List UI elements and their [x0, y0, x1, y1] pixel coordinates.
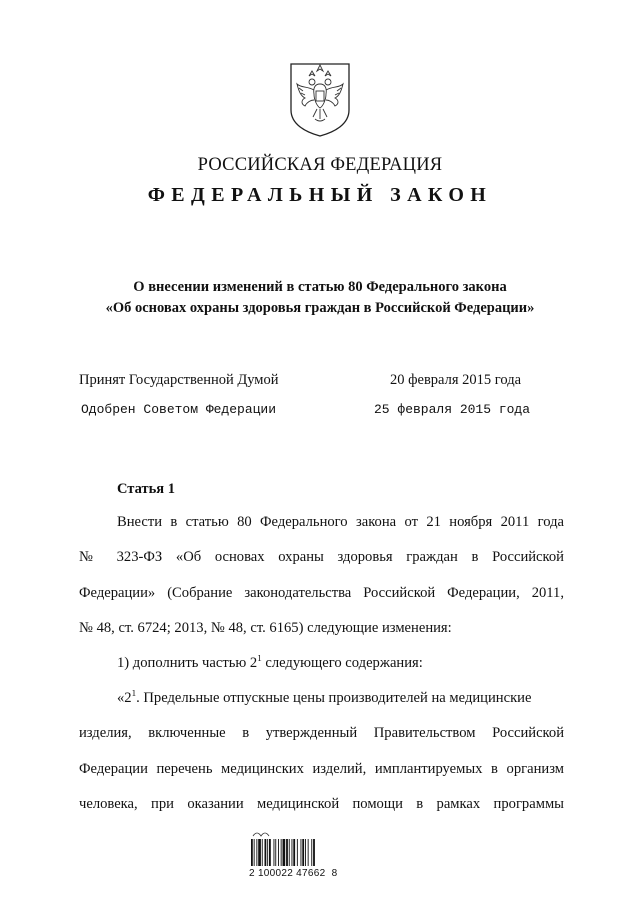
quoted-text-line: человека, при оказании медицинской помощи в рамках программы [79, 796, 564, 812]
barcode-logo-mark [251, 828, 271, 838]
law-title-line-1: О внесении изменений в статью 80 Федерального закона [133, 279, 507, 295]
superscript: 1 [131, 690, 137, 698]
barcode-number: 2 100022 47662 8 [249, 868, 338, 879]
article-text-line: Федерации» (Собрание законодательства Российской Федерации, 2011, [79, 585, 564, 601]
article-text-line: № 323-ФЗ «Об основах охраны здоровья граждан в Российской [79, 549, 564, 565]
quoted-text-line: изделия, включенные в утвержденный Правительством Российской [79, 725, 564, 741]
country-name: РОССИЙСКАЯ ФЕДЕРАЦИЯ [197, 155, 443, 175]
law-title-line-2: «Об основах охраны здоровья граждан в Российской Федерации» [105, 300, 535, 316]
duma-adoption-date: 20 февраля 2015 года [390, 372, 522, 388]
russian-coat-of-arms-icon [287, 62, 353, 138]
superscript: 1 [257, 655, 262, 663]
quoted-text-line [117, 690, 564, 707]
amendment-item-1 [117, 655, 564, 672]
amendment-item-text: следующего содержания: [261, 655, 423, 671]
quote-open: «2 [117, 690, 132, 706]
barcode-icon [251, 839, 333, 866]
council-approval-label: Одобрен Советом Федерации [81, 402, 277, 417]
article-heading: Статья 1 [117, 481, 175, 497]
council-approval-date: 25 февраля 2015 года [374, 402, 531, 417]
duma-adoption-label: Принят Государственной Думой [79, 372, 279, 388]
article-text-line: Внести в статью 80 Федерального закона от 21 ноября 2011 года [117, 514, 564, 530]
article-text-line: № 48, ст. 6724; 2013, № 48, ст. 6165) следующие изменения: [79, 620, 452, 636]
amendment-item-text: 1) дополнить частью 2 [117, 655, 258, 671]
quoted-text: . Предельные отпускные цены производителей на медицинские [136, 690, 532, 706]
quoted-text-line: Федерации перечень медицинских изделий, имплантируемых в организм [79, 761, 564, 777]
document-type: ФЕДЕРАЛЬНЫЙ ЗАКОН [147, 184, 493, 206]
